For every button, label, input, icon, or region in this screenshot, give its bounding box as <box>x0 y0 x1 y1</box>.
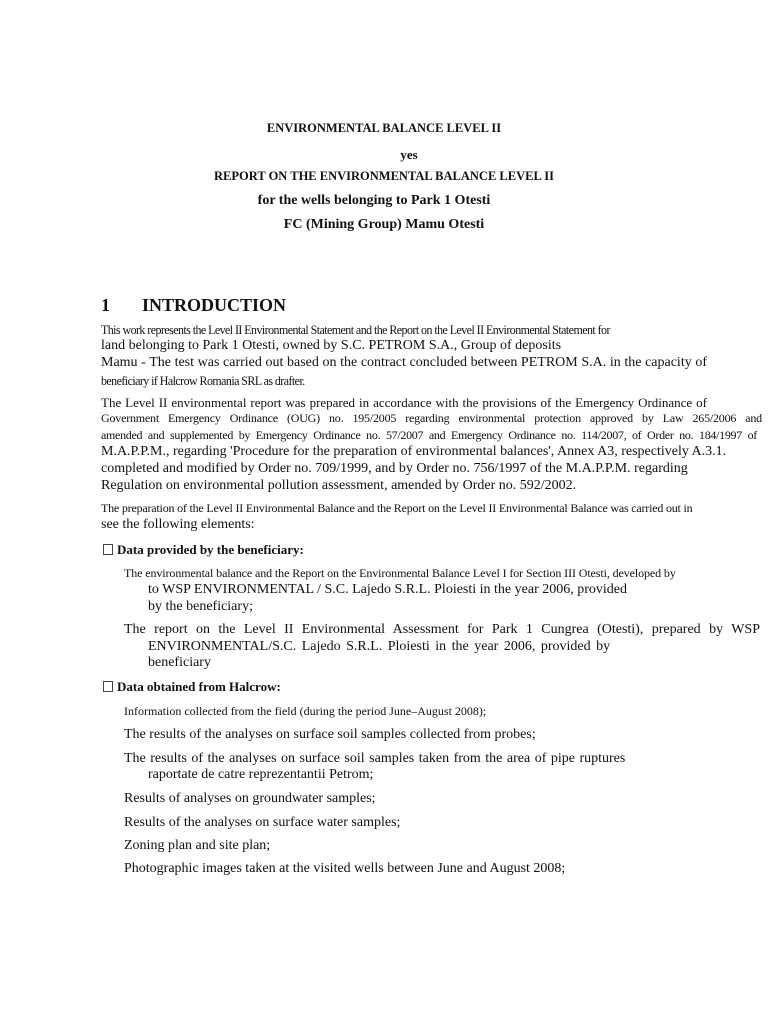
title-yes: yes <box>400 147 418 162</box>
halcrow-item: Results of analyses on groundwater samples; <box>124 791 376 806</box>
halcrow-item: Photographic images taken at the visited wells between June and August 2008; <box>124 861 566 876</box>
para3-line1: The preparation of the Level II Environmental Balance and the Report on the Level II Environmental Balance was carried out in <box>101 501 693 515</box>
bullet-box-icon <box>103 544 113 555</box>
para2-line3: amended and supplemented by Emergency Ordinance no. 57/2007 and Emergency Ordinance no. 114/2007, of Order no. 184/1997 of <box>101 428 757 442</box>
document-title: ENVIRONMENTAL BALANCE LEVEL II <box>266 121 502 135</box>
para1-line4: beneficiary if Halcrow Romania SRL as drafter. <box>101 373 305 388</box>
para2-line5: completed and modified by Order no. 709/1999, and by Order no. 756/1997 of the M.A.P.P.M. regarding <box>101 461 688 476</box>
para3-line2: see the following elements: <box>101 517 255 532</box>
beneficiary-item2-line2: ENVIRONMENTAL/S.C. Lajedo S.R.L. Ploiesti in the year 2006, provided by <box>148 639 611 654</box>
para2-line6: Regulation on environmental pollution assessment, amended by Order no. 592/2002. <box>101 478 577 493</box>
report-title: REPORT ON THE ENVIRONMENTAL BALANCE LEVEL II <box>214 169 554 183</box>
halcrow-item: Information collected from the field (during the period June–August 2008); <box>124 704 487 718</box>
wells-subtitle: for the wells belonging to Park 1 Otesti <box>257 193 491 208</box>
halcrow-item: Zoning plan and site plan; <box>124 838 271 853</box>
beneficiary-item1-line1: The environmental balance and the Report on the Environmental Balance Level I for Section III Otesti, developed by <box>124 566 676 580</box>
beneficiary-heading-text: Data provided by the beneficiary: <box>117 542 304 557</box>
para2-line1: The Level II environmental report was prepared in accordance with the provisions of the Emergency Ordinance of <box>101 395 707 410</box>
para2-line4: M.A.P.P.M., regarding 'Procedure for the preparation of environmental balances', Annex A3, respectively A.3.1. <box>101 444 727 459</box>
halcrow-item-continuation: raportate de catre reprezentantii Petrom; <box>148 767 374 782</box>
halcrow-item: Results of the analyses on surface water samples; <box>124 815 401 830</box>
halcrow-heading-text: Data obtained from Halcrow: <box>117 679 281 694</box>
para2-line2: Government Emergency Ordinance (OUG) no. 195/2005 regarding environmental protection approved by Law 265/2006 and <box>101 411 762 425</box>
halcrow-data-heading <box>103 679 281 695</box>
section-number: 1 <box>101 295 110 315</box>
section-heading: INTRODUCTION <box>142 295 287 315</box>
beneficiary-item2-line1: The report on the Level II Environmental Assessment for Park 1 Cungrea (Otesti), prepared by WSP <box>124 622 760 637</box>
beneficiary-item1-line2: to WSP ENVIRONMENTAL / S.C. Lajedo S.R.L. Ploiesti in the year 2006, provided <box>148 582 627 597</box>
bullet-box-icon <box>103 681 113 692</box>
beneficiary-item1-line3: by the beneficiary; <box>148 599 253 614</box>
beneficiary-item2-line3: beneficiary <box>148 655 211 670</box>
para1-line3: Mamu - The test was carried out based on the contract concluded between PETROM S.A. in the capacity of <box>101 355 707 370</box>
beneficiary-data-heading <box>103 542 304 558</box>
halcrow-item: The results of the analyses on surface soil samples collected from probes; <box>124 727 536 742</box>
para1-line2: land belonging to Park 1 Otesti, owned by S.C. PETROM S.A., Group of deposits <box>101 338 562 353</box>
para1-line1: This work represents the Level II Environmental Statement and the Report on the Level II Environmental Statement for <box>101 322 610 337</box>
halcrow-item: The results of the analyses on surface soil samples taken from the area of pipe ruptures <box>124 751 626 766</box>
mining-group-subtitle: FC (Mining Group) Mamu Otesti <box>283 217 485 232</box>
